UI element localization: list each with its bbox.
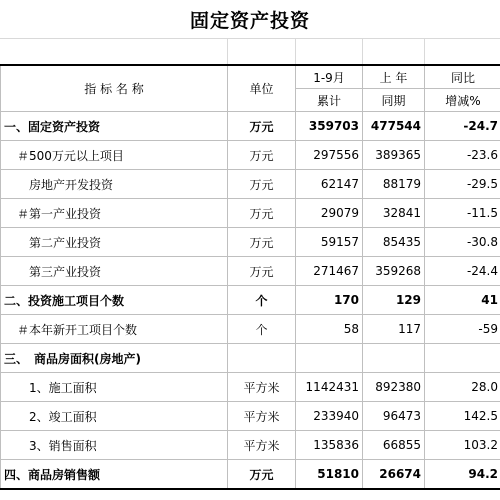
table-row: [1, 431, 500, 460]
row-unit: 万元: [228, 460, 296, 490]
row-change: -24.4: [425, 257, 500, 286]
table-row: [1, 141, 500, 170]
row-name: 四、商品房销售额: [1, 460, 228, 490]
row-change: -11.5: [425, 199, 500, 228]
row-previous: 389365: [363, 141, 425, 170]
table-row: [1, 112, 500, 141]
row-change: 94.2: [425, 460, 500, 490]
row-previous: 477544: [363, 112, 425, 141]
row-change: 28.0: [425, 373, 500, 402]
row-name: ＃500万元以上项目: [1, 141, 228, 170]
table-row: [1, 460, 500, 490]
row-previous: [363, 344, 425, 373]
row-unit: 万元: [228, 141, 296, 170]
row-change: -24.7: [425, 112, 500, 141]
row-previous: 129: [363, 286, 425, 315]
table-row: [1, 315, 500, 344]
sheet-title: 固定资产投资: [0, 0, 500, 39]
table-row: [1, 373, 500, 402]
grid-line: [295, 38, 296, 64]
row-unit: 个: [228, 286, 296, 315]
row-previous: 117: [363, 315, 425, 344]
table-row: [1, 286, 500, 315]
header-current-bottom: 累计: [296, 89, 363, 112]
row-unit: 平方米: [228, 431, 296, 460]
grid-line: [362, 38, 363, 64]
row-current: 297556: [296, 141, 363, 170]
row-change: [425, 344, 500, 373]
table-row: [1, 228, 500, 257]
row-previous: 88179: [363, 170, 425, 199]
header-unit: 单位: [228, 65, 296, 112]
row-previous: 359268: [363, 257, 425, 286]
table-row: [1, 402, 500, 431]
row-unit: 万元: [228, 257, 296, 286]
investment-table: [0, 64, 500, 490]
row-previous: 32841: [363, 199, 425, 228]
row-unit: 万元: [228, 112, 296, 141]
row-previous: 892380: [363, 373, 425, 402]
row-current: 1142431: [296, 373, 363, 402]
row-change: -30.8: [425, 228, 500, 257]
row-change: 142.5: [425, 402, 500, 431]
row-current: 51810: [296, 460, 363, 490]
row-current: 135836: [296, 431, 363, 460]
header-previous-top: 上 年: [363, 65, 425, 89]
header-change-bottom: 增减%: [425, 89, 500, 112]
row-current: 359703: [296, 112, 363, 141]
header-change-top: 同比: [425, 65, 500, 89]
row-current: 59157: [296, 228, 363, 257]
header-indicator: 指 标 名 称: [1, 65, 228, 112]
grid-line: [0, 38, 500, 39]
row-name: 1、施工面积: [1, 373, 228, 402]
row-name: 第三产业投资: [1, 257, 228, 286]
row-name: 房地产开发投资: [1, 170, 228, 199]
row-unit: 平方米: [228, 402, 296, 431]
row-unit: 万元: [228, 228, 296, 257]
row-current: 29079: [296, 199, 363, 228]
row-current: [296, 344, 363, 373]
row-name: 二、投资施工项目个数: [1, 286, 228, 315]
row-previous: 85435: [363, 228, 425, 257]
row-unit: 万元: [228, 170, 296, 199]
table-row: [1, 199, 500, 228]
row-name: ＃本年新开工项目个数: [1, 315, 228, 344]
row-change: -23.6: [425, 141, 500, 170]
row-change: -59: [425, 315, 500, 344]
row-current: 170: [296, 286, 363, 315]
row-unit: 万元: [228, 199, 296, 228]
row-current: 271467: [296, 257, 363, 286]
row-name: 2、竣工面积: [1, 402, 228, 431]
row-change: 41: [425, 286, 500, 315]
row-change: 103.2: [425, 431, 500, 460]
header-previous-bottom: 同期: [363, 89, 425, 112]
row-name: ＃第一产业投资: [1, 199, 228, 228]
row-name: 第二产业投资: [1, 228, 228, 257]
row-unit: [228, 344, 296, 373]
row-unit: 平方米: [228, 373, 296, 402]
header-row: [1, 65, 500, 89]
row-name: 三、 商品房面积(房地产): [1, 344, 228, 373]
row-unit: 个: [228, 315, 296, 344]
table-row: [1, 344, 500, 373]
row-previous: 96473: [363, 402, 425, 431]
grid-line: [424, 38, 425, 64]
row-name: 3、销售面积: [1, 431, 228, 460]
row-previous: 66855: [363, 431, 425, 460]
row-current: 58: [296, 315, 363, 344]
table-row: [1, 257, 500, 286]
grid-line: [227, 38, 228, 64]
header-current-top: 1-9月: [296, 65, 363, 89]
row-current: 233940: [296, 402, 363, 431]
row-name: 一、固定资产投资: [1, 112, 228, 141]
table-row: [1, 170, 500, 199]
row-current: 62147: [296, 170, 363, 199]
row-previous: 26674: [363, 460, 425, 490]
row-change: -29.5: [425, 170, 500, 199]
